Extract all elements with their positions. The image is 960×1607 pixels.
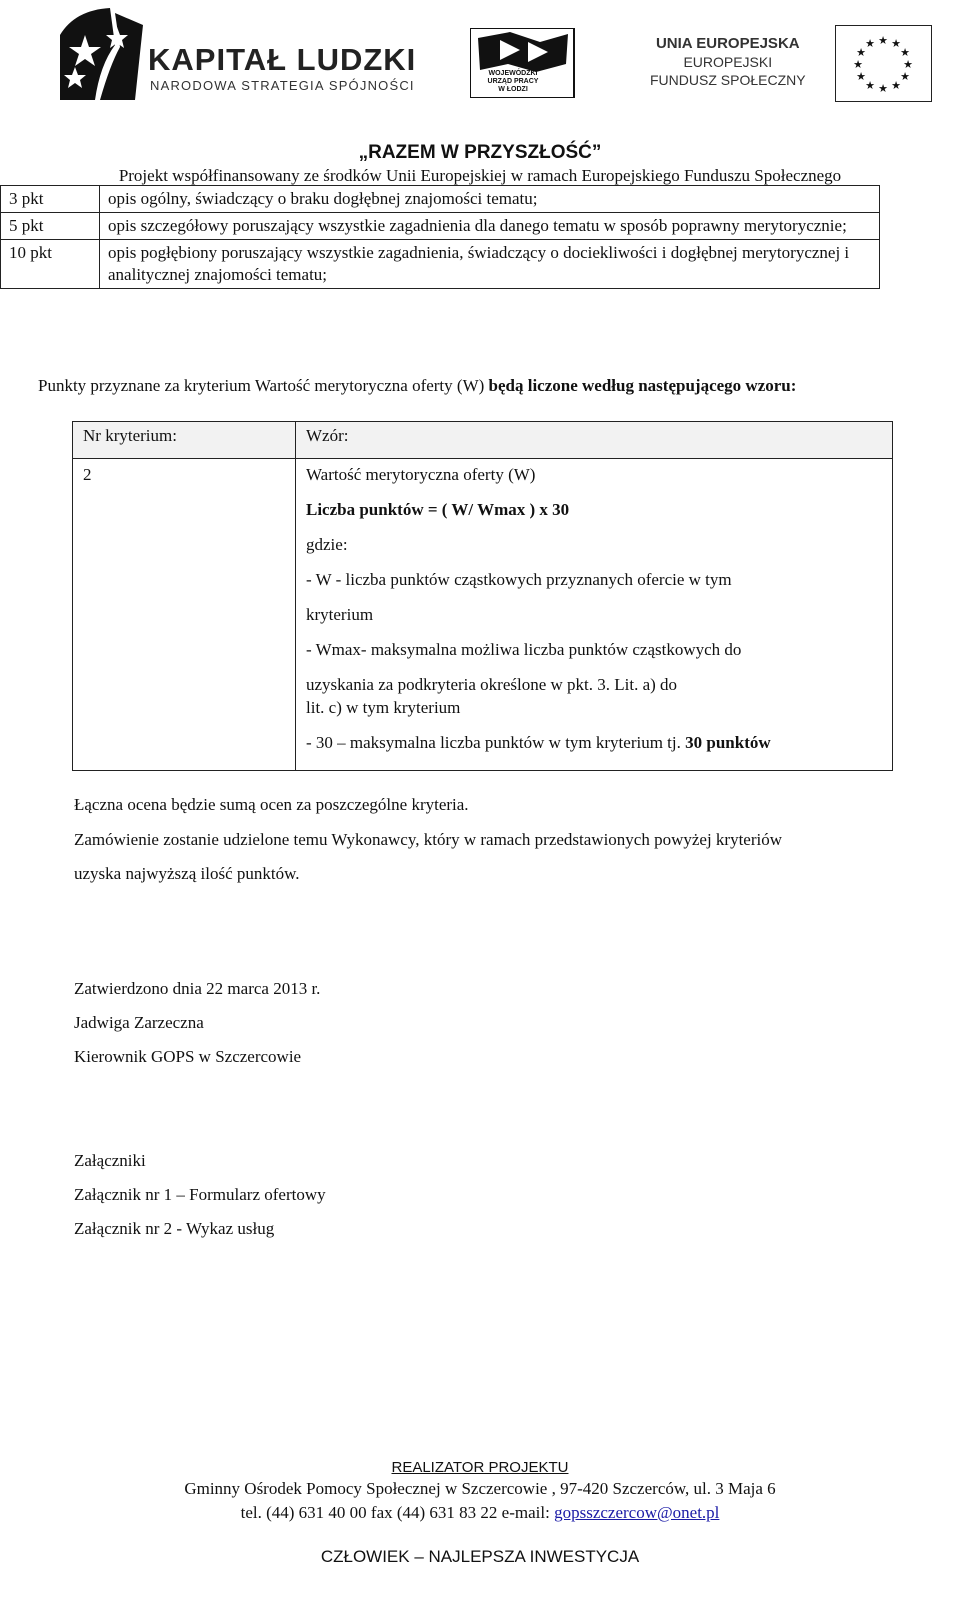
footer-contact-text: tel. (44) 631 40 00 fax (44) 631 83 22 e-mail: <box>240 1503 555 1522</box>
header-nr-label: Nr kryterium: <box>83 426 177 445</box>
wmax-def-line-1: - Wmax- maksymalna możliwa liczba punktów cząstkowych do <box>306 640 742 659</box>
table-row <box>1 213 880 240</box>
wup-text <box>483 70 543 94</box>
project-cofinancing: Projekt współfinansowany ze środków Unii Europejskiej w ramach Europejskiego Funduszu Społecznego <box>118 166 842 185</box>
wup-text-line: URZĄD PRACY <box>487 78 539 85</box>
footer-address: Gminny Ośrodek Pomocy Społecznej w Szczercowie , 97-420 Szczerców, ul. 3 Maja 6 <box>184 1479 776 1498</box>
desc-cell: opis ogólny, świadczący o braku dogłębnej znajomości tematu; <box>100 186 880 213</box>
desc-cell: opis pogłębiony poruszający wszystkie zagadnienia, świadczący o dociekliwości i dogłębnej merytorycznej i analitycznej znajomości tematu; <box>100 240 880 289</box>
max-def-text: - 30 – maksymalna liczba punktów w tym kryterium tj. <box>306 733 686 752</box>
w-def-line-2: kryterium <box>306 605 374 624</box>
email-link[interactable]: gopsszczercow@onet.pl <box>554 1503 720 1522</box>
table-row <box>1 240 880 289</box>
gdzie-line: gdzie: <box>306 535 348 554</box>
table-row <box>73 459 893 771</box>
zamowienie-line-1: Zamówienie zostanie udzielone temu Wykonawcy, który w ramach przedstawionych powyżej kryteriów <box>74 830 783 849</box>
criterion-number: 2 <box>83 465 92 484</box>
laczna-ocena: Łączna ocena będzie sumą ocen za poszczególne kryteria. <box>74 795 469 814</box>
table-header-row <box>73 422 893 459</box>
attachment-1: Załącznik nr 1 – Formularz ofertowy <box>74 1185 326 1204</box>
wmax-def-line-2: uzyskania za podkryteria określone w pkt. 3. Lit. a) do <box>306 675 678 694</box>
formula-line: Liczba punktów = ( W/ Wmax ) x 30 <box>306 500 570 519</box>
kapital-ludzki-subtitle: NARODOWA STRATEGIA SPÓJNOŚCI <box>150 78 415 93</box>
ue-line-2: EUROPEJSKI <box>683 54 773 70</box>
realizator-heading: REALIZATOR PROJEKTU <box>391 1459 569 1476</box>
svg-text:★: ★ <box>856 70 866 83</box>
svg-text:★: ★ <box>891 37 901 50</box>
w-def-line-1: - W - liczba punktów cząstkowych przyznanych ofercie w tym <box>306 570 732 589</box>
header-nr <box>73 422 296 459</box>
svg-text:★: ★ <box>853 58 863 71</box>
svg-text:★: ★ <box>865 37 875 50</box>
points-cell: 10 pkt <box>1 240 100 289</box>
svg-text:★: ★ <box>878 34 888 47</box>
ue-line-3: FUNDUSZ SPOŁECZNY <box>650 72 806 88</box>
footer-slogan: CZŁOWIEK – NAJLEPSZA INWESTYCJA <box>320 1547 640 1566</box>
motto: „RAZEM W PRZYSZŁOŚĆ” <box>358 142 602 163</box>
table-row <box>1 186 880 213</box>
svg-text:★: ★ <box>900 46 910 59</box>
nr-cell <box>73 459 296 771</box>
formula-table <box>72 421 893 771</box>
points-cell: 3 pkt <box>1 186 100 213</box>
wzor-cell <box>296 459 893 771</box>
points-cell: 5 pkt <box>1 213 100 240</box>
wup-text-line: WOJEWÓDZKI <box>488 70 538 77</box>
svg-text:★: ★ <box>900 70 910 83</box>
max-def-bold: 30 punktów <box>685 733 771 752</box>
signatory-role: Kierownik GOPS w Szczercowie <box>74 1047 302 1066</box>
desc-cell: opis szczegółowy poruszający wszystkie zagadnienia dla danego tematu w sposób poprawny merytorycznie; <box>100 213 880 240</box>
punkty-intro-text: Punkty przyznane za kryterium Wartość merytoryczna oferty (W) <box>38 376 489 395</box>
zamowienie-line-2: uzyska najwyższą ilość punktów. <box>74 864 300 883</box>
signatory-name: Jadwiga Zarzeczna <box>74 1013 204 1032</box>
header-wzor <box>296 422 893 459</box>
eu-flag-icon <box>835 25 932 102</box>
attachment-2: Załącznik nr 2 - Wykaz usług <box>74 1219 275 1238</box>
header-wzor-label: Wzór: <box>306 426 349 445</box>
svg-text:★: ★ <box>865 79 875 92</box>
footer-contact <box>0 1503 960 1523</box>
kapital-ludzki-emblem-icon <box>55 5 150 105</box>
punkty-intro-bold: będą liczone według następującego wzoru: <box>488 376 797 395</box>
ue-line-1: UNIA EUROPEJSKA <box>655 35 800 52</box>
wmax-def-line-3: lit. c) w tym kryterium <box>306 698 461 717</box>
punkty-intro <box>38 376 796 396</box>
attachments-heading: Załączniki <box>74 1151 146 1170</box>
svg-text:★: ★ <box>878 82 888 95</box>
svg-text:★: ★ <box>903 58 913 71</box>
score-table <box>0 185 880 289</box>
wup-text-line: W ŁODZI <box>498 86 528 93</box>
svg-text:★: ★ <box>856 46 866 59</box>
ue-text <box>650 35 806 89</box>
criterion-title: Wartość merytoryczna oferty (W) <box>306 465 536 484</box>
max-def-line <box>306 731 882 766</box>
svg-text:★: ★ <box>891 79 901 92</box>
kapital-ludzki-title: KAPITAŁ LUDZKI <box>148 42 417 77</box>
zatwierdzono: Zatwierdzono dnia 22 marca 2013 r. <box>74 979 321 998</box>
